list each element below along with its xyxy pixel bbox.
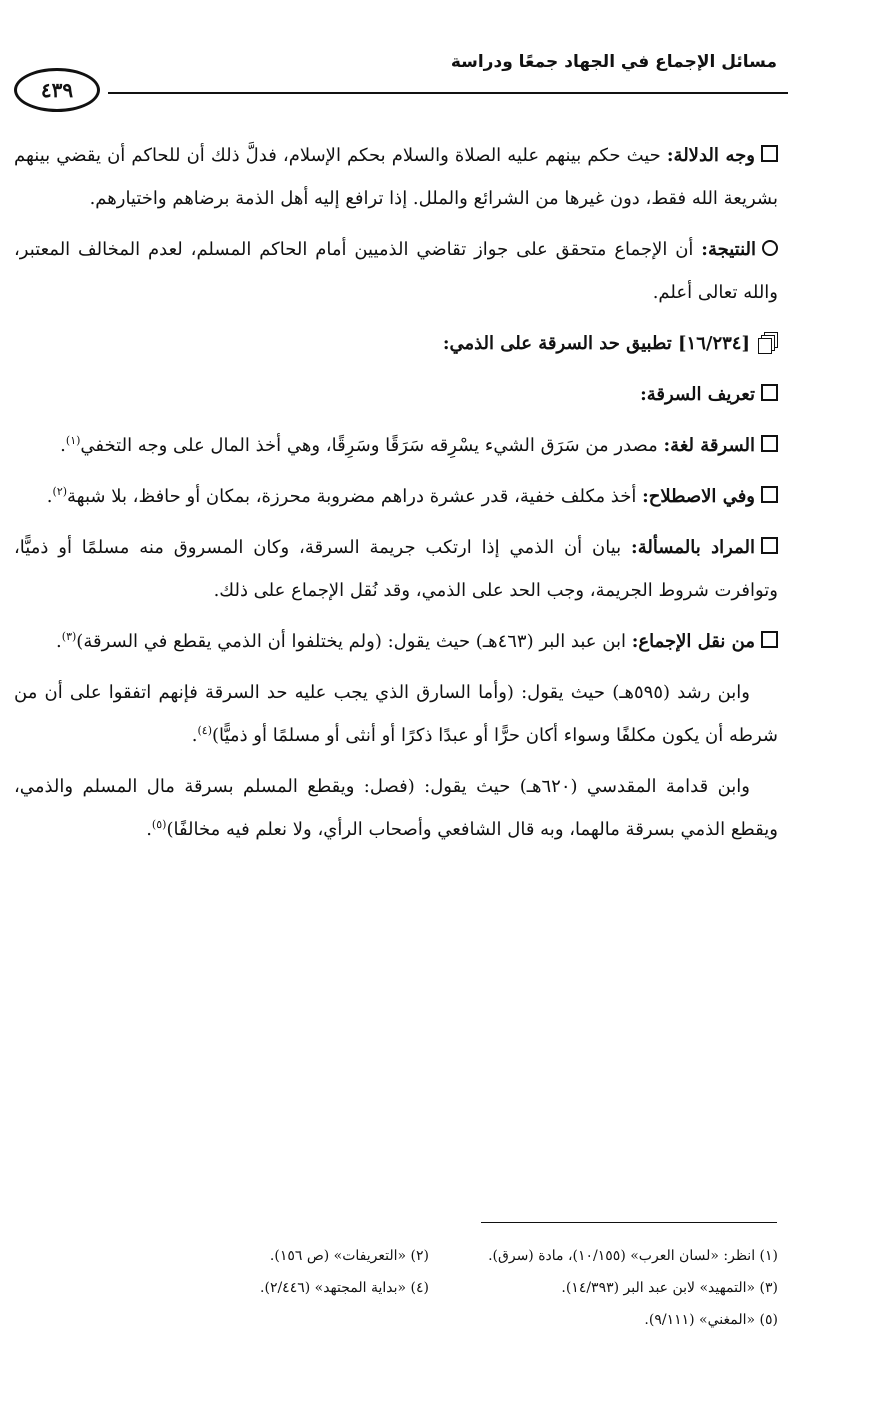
footnote-5: (٥) «المغني» (٩/١١١).: [644, 1312, 778, 1328]
paragraph-lead: السرقة لغة:: [663, 435, 755, 456]
footnote-3: (٣) «التمهيد» لابن عبد البر (١٤/٣٩٣).: [561, 1280, 778, 1296]
running-title: مسائل الإجماع في الجهاد جمعًا ودراسة: [450, 52, 777, 72]
square-bullet-icon: [761, 486, 778, 503]
header-rule: [108, 92, 788, 94]
footnote-row: [80, 1272, 778, 1304]
footnote-4: (٤) «بداية المجتهد» (٢/٤٤٦).: [260, 1280, 429, 1296]
footnotes: [80, 1240, 778, 1336]
paragraph-text: مصدر من سَرَق الشيء يسْرِقه سَرَقًا وسَرِقًا، وهي أخذ المال على وجه التخفي: [80, 435, 664, 456]
square-bullet-icon: [761, 384, 778, 401]
footnote-ref[interactable]: (١): [65, 434, 81, 447]
paragraph-istilah: وفي الاصطلاح: أخذ مكلف خفية، قدر عشرة دراهم مضروبة محرزة، بمكان أو حافظ، بلا شبهة$^{(٢)}$.: [14, 475, 778, 518]
copy-pages-icon: [760, 332, 778, 352]
paragraph-lead: وفي الاصطلاح:: [642, 486, 755, 507]
footnote-ref[interactable]: (٥): [151, 818, 167, 831]
paragraph-lugha: السرقة لغة: مصدر من سَرَق الشيء يسْرِقه سَرَقًا وسَرِقًا، وهي أخذ المال على وجه التخفي$^{(١)}$.: [14, 424, 778, 467]
page-number: ٤٣٩: [14, 68, 100, 112]
paragraph-text: أخذ مكلف خفية، قدر عشرة دراهم مضروبة محرزة، بمكان أو حافظ، بلا شبهة: [67, 486, 643, 507]
paragraph-text: ابن عبد البر (٤٦٣هـ) حيث يقول: (ولم يختلفوا أن الذمي يقطع في السرقة): [76, 631, 632, 652]
footnote-ref[interactable]: (٢): [52, 485, 68, 498]
paragraph-wajh-aldalala: [14, 134, 778, 220]
section-heading: [14, 322, 778, 365]
paragraph-lead: النتيجة:: [701, 239, 756, 260]
paragraph-naql-alijma: من نقل الإجماع: ابن عبد البر (٤٦٣هـ) حيث يقول: (ولم يختلفوا أن الذمي يقطع في السرقة)$^{(٣)}$.: [14, 620, 778, 663]
paragraph-text: أن الإجماع متحقق على جواز تقاضي الذميين أمام الحاكم المسلم، لعدم المخالف المعتبر، والله تعالى أعلم.: [14, 239, 778, 303]
paragraph-text: بيان أن الذمي إذا ارتكب جريمة السرقة، وكان المسروق منه مسلمًا أو ذميًّا، وتوافرت شروط الجريمة، وجب الحد على الذمي، وقد نُقل الإجماع على ذلك.: [14, 537, 778, 601]
paragraph-natija: [14, 228, 778, 314]
paragraph-ibn-qudama: وابن قدامة المقدسي (٦٢٠هـ) حيث يقول: (فصل: ويقطع المسلم بسرقة مال المسلم والذمي، ويقطع الذمي بسرقة مالهما، وبه قال الشافعي وأصحاب الرأي، ولا نعلم فيه مخالفًا)$^{(٥)}$.: [14, 776, 778, 840]
footnote-row: [80, 1304, 778, 1336]
square-bullet-icon: [761, 145, 778, 162]
footnote-ref[interactable]: (٣): [61, 630, 77, 643]
paragraph-lead: من نقل الإجماع:: [631, 631, 755, 652]
paragraph-murad: [14, 526, 778, 612]
square-bullet-icon: [761, 537, 778, 554]
paragraph-lead: تعريف السرقة:: [640, 384, 755, 405]
circle-bullet-icon: [762, 240, 778, 256]
paragraph-text: حيث حكم بينهم عليه الصلاة والسلام بحكم الإسلام، فدلَّ ذلك أن للحاكم أن يقضي بينهم بشريعة الله فقط، دون غيرها من الشرائع والملل. إذا ترافع إليه أهل الذمة برضاهم واختيارهم.: [14, 145, 778, 209]
footnote-1: (١) انظر: «لسان العرب» (١٠/١٥٥)، مادة (سرق).: [488, 1248, 778, 1264]
paragraph-text: وابن قدامة المقدسي (٦٢٠هـ) حيث يقول: (فصل: ويقطع المسلم بسرقة مال المسلم والذمي، ويقطع الذمي بسرقة مالهما، وبه قال الشافعي وأصحاب الرأي، ولا نعلم فيه مخالفًا): [14, 776, 778, 840]
paragraph-tarif: [14, 373, 778, 416]
paragraph-text: وابن رشد (٥٩٥هـ) حيث يقول: (وأما السارق الذي يجب عليه حد السرقة فإنهم اتفقوا على أن من شرطه أن يكون مكلفًا وسواء أكان حرًّا أو عبدًا ذكرًا أو أنثى أو مسلمًا أو ذميًّا): [14, 682, 778, 746]
footnote-row: [80, 1240, 778, 1272]
footnote-2: (٢) «التعريفات» (ص ١٥٦).: [269, 1248, 429, 1264]
square-bullet-icon: [761, 435, 778, 452]
footnote-ref[interactable]: (٤): [197, 724, 212, 737]
body-text: [14, 134, 778, 859]
section-heading-text: [١٦/٢٣٤] تطبيق حد السرقة على الذمي:: [442, 333, 750, 354]
footnote-separator: [481, 1222, 777, 1223]
square-bullet-icon: [761, 631, 778, 648]
paragraph-lead: المراد بالمسألة:: [631, 537, 756, 558]
paragraph-lead: وجه الدلالة:: [666, 145, 755, 166]
paragraph-ibn-rushd: وابن رشد (٥٩٥هـ) حيث يقول: (وأما السارق الذي يجب عليه حد السرقة فإنهم اتفقوا على أن من شرطه أن يكون مكلفًا وسواء أكان حرًّا أو عبدًا ذكرًا أو أنثى أو مسلمًا أو ذميًّا)$^{(٤)}$.: [14, 682, 778, 746]
